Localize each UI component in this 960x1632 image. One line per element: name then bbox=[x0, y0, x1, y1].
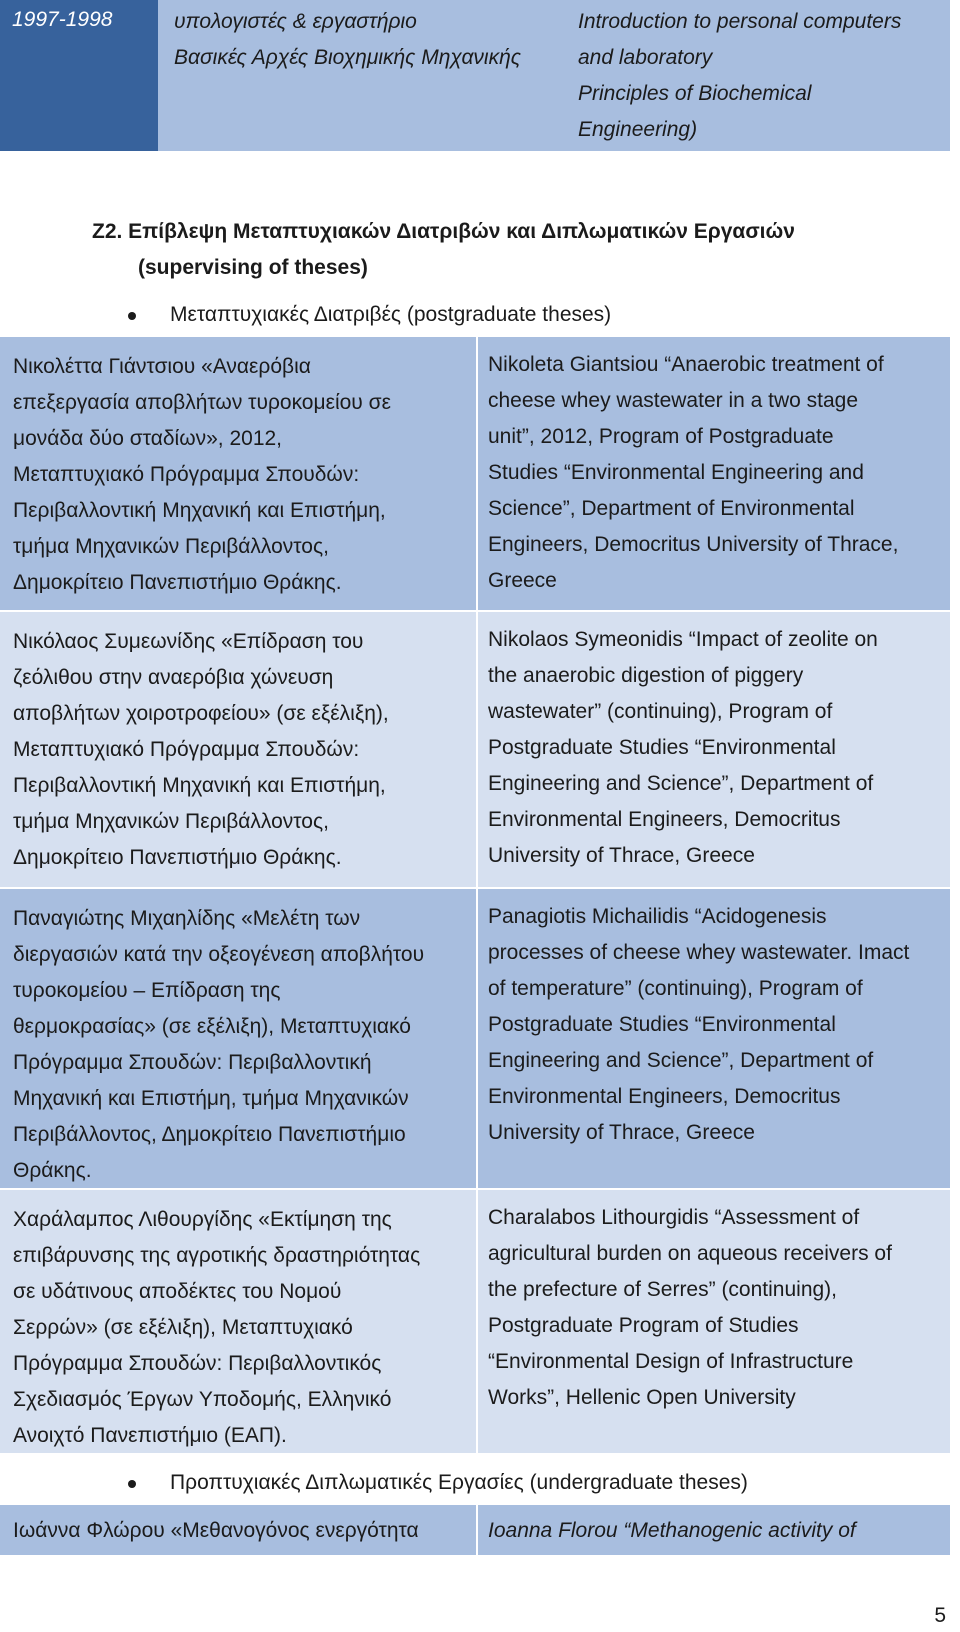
thesis-greek-cell bbox=[0, 337, 476, 610]
thesis-greek-line: θερμοκρασίας» (σε εξέλιξη), Μεταπτυχιακό bbox=[13, 1015, 411, 1038]
thesis-greek-line: Δημοκρίτειο Πανεπιστήμιο Θράκης. bbox=[13, 571, 342, 594]
section-title: Ζ2. Επίβλεψη Μεταπτυχιακών Διατριβών και Διπλωματικών Εργασιών bbox=[92, 220, 795, 243]
thesis-greek-line: διεργασιών κατά την οξεογένεση αποβλήτου bbox=[13, 943, 425, 966]
thesis-greek-line: Ανοιχτό Πανεπιστήμιο (ΕΑΠ). bbox=[13, 1424, 287, 1447]
thesis-greek-line: Μεταπτυχιακό Πρόγραμμα Σπουδών: bbox=[13, 738, 360, 761]
thesis-greek-line: σε υδάτινους αποδέκτες του Νομού bbox=[13, 1280, 342, 1303]
thesis-greek-line: ζεόλιθου στην αναερόβια χώνευση bbox=[13, 666, 334, 689]
thesis-greek-line: Παναγιώτης Μιχαηλίδης «Μελέτη των bbox=[13, 907, 361, 930]
thesis-row bbox=[0, 337, 950, 610]
thesis-english-line: University of Thrace, Greece bbox=[488, 1121, 755, 1144]
thesis-greek-line: αποβλήτων χοιροτροφείου» (σε εξέλιξη), bbox=[13, 702, 389, 725]
thesis-english-line: cheese whey wastewater in a two stage bbox=[488, 389, 859, 412]
thesis-english-line: Greece bbox=[488, 569, 557, 592]
course-greek-cell bbox=[158, 0, 566, 151]
thesis-greek-line: Πρόγραμμα Σπουδών: Περιβαλλοντική bbox=[13, 1051, 372, 1074]
course-english-line: Introduction to personal computers bbox=[578, 10, 902, 33]
thesis-greek-line: Ιωάννα Φλώρου «Μεθανογόνος ενεργότητα bbox=[13, 1519, 419, 1542]
thesis-row bbox=[0, 1505, 950, 1555]
course-year: 1997-1998 bbox=[0, 0, 158, 151]
thesis-row bbox=[0, 889, 950, 1188]
thesis-english-line: Ioanna Florou “Methanogenic activity of bbox=[488, 1519, 856, 1542]
thesis-english-line: Engineering and Science”, Department of bbox=[488, 772, 874, 795]
course-english-line: and laboratory bbox=[578, 46, 713, 69]
thesis-english-line: Postgraduate Program of Studies bbox=[488, 1314, 799, 1337]
course-greek-line: υπολογιστές & εργαστήριο bbox=[174, 10, 417, 33]
thesis-greek-line: Νικολέττα Γιάντσιου «Αναερόβια bbox=[13, 355, 311, 378]
thesis-english-line: University of Thrace, Greece bbox=[488, 844, 755, 867]
thesis-english-cell bbox=[476, 889, 950, 1188]
thesis-english-cell bbox=[476, 1190, 950, 1453]
thesis-row bbox=[0, 1190, 950, 1453]
thesis-greek-line: Σχεδιασμός Έργων Υποδομής, Ελληνικό bbox=[13, 1388, 392, 1411]
thesis-english-line: the anaerobic digestion of piggery bbox=[488, 664, 804, 687]
thesis-english-cell bbox=[476, 337, 950, 610]
thesis-greek-cell bbox=[0, 612, 476, 887]
thesis-greek-line: Περιβαλλοντική Μηχανική και Επιστήμη, bbox=[13, 774, 386, 797]
thesis-greek-line: Νικόλαος Συμεωνίδης «Επίδραση του bbox=[13, 630, 364, 653]
course-english-line: Principles of Biochemical bbox=[578, 82, 812, 105]
thesis-greek-line: Περιβαλλοντική Μηχανική και Επιστήμη, bbox=[13, 499, 386, 522]
thesis-greek-line: Πρόγραμμα Σπουδών: Περιβαλλοντικός bbox=[13, 1352, 382, 1375]
thesis-greek-line: Σερρών» (σε εξέλιξη), Μεταπτυχιακό bbox=[13, 1316, 353, 1339]
bullet-icon bbox=[128, 312, 136, 320]
bullet-undergraduate-label: Προπτυχιακές Διπλωματικές Εργασίες (undergraduate theses) bbox=[170, 1471, 748, 1494]
thesis-greek-line: τυροκομείου – Επίδραση της bbox=[13, 979, 281, 1002]
thesis-english-line: agricultural burden on aqueous receivers of bbox=[488, 1242, 892, 1265]
thesis-greek-cell bbox=[0, 1190, 476, 1453]
bullet-postgraduate bbox=[128, 300, 611, 330]
thesis-english-line: processes of cheese whey wastewater. Imact bbox=[488, 941, 910, 964]
thesis-english-line: unit”, 2012, Program of Postgraduate bbox=[488, 425, 834, 448]
thesis-english-line: of temperature” (continuing), Program of bbox=[488, 977, 863, 1000]
thesis-english-line: Panagiotis Michailidis “Acidogenesis bbox=[488, 905, 827, 928]
course-table-row bbox=[0, 0, 950, 151]
thesis-greek-line: επεξεργασία αποβλήτων τυροκομείου σε bbox=[13, 391, 391, 414]
thesis-english-line: Nikolaos Symeonidis “Impact of zeolite on bbox=[488, 628, 878, 651]
thesis-greek-line: τμήμα Μηχανικών Περιβάλλοντος, bbox=[13, 810, 329, 833]
course-english-line: Engineering) bbox=[578, 118, 698, 141]
thesis-english-line: the prefecture of Serres” (continuing), bbox=[488, 1278, 838, 1301]
thesis-row bbox=[0, 612, 950, 887]
section-heading bbox=[92, 214, 795, 286]
thesis-english-line: Postgraduate Studies “Environmental bbox=[488, 736, 836, 759]
thesis-greek-line: Δημοκρίτειο Πανεπιστήμιο Θράκης. bbox=[13, 846, 342, 869]
thesis-english-cell bbox=[476, 612, 950, 887]
bullet-icon bbox=[128, 1480, 136, 1488]
thesis-english-line: Studies “Environmental Engineering and bbox=[488, 461, 864, 484]
thesis-english-line: “Environmental Design of Infrastructure bbox=[488, 1350, 854, 1373]
thesis-greek-cell bbox=[0, 889, 476, 1188]
thesis-english-line: Works”, Hellenic Open University bbox=[488, 1386, 796, 1409]
thesis-greek-line: Θράκης. bbox=[13, 1159, 92, 1182]
thesis-greek-cell bbox=[0, 1505, 476, 1555]
bullet-postgraduate-label: Μεταπτυχιακές Διατριβές (postgraduate theses) bbox=[170, 303, 612, 326]
thesis-english-line: Engineers, Democritus University of Thrace, bbox=[488, 533, 899, 556]
thesis-greek-line: Περιβάλλοντος, Δημοκρίτειο Πανεπιστήμιο bbox=[13, 1123, 406, 1146]
thesis-greek-line: τμήμα Μηχανικών Περιβάλλοντος, bbox=[13, 535, 329, 558]
thesis-english-cell bbox=[476, 1505, 950, 1555]
thesis-greek-line: επιβάρυνσης της αγροτικής δραστηριότητας bbox=[13, 1244, 421, 1267]
course-greek-line: Βασικές Αρχές Βιοχημικής Μηχανικής bbox=[174, 46, 521, 69]
course-english-cell bbox=[566, 0, 950, 151]
thesis-greek-line: Μεταπτυχιακό Πρόγραμμα Σπουδών: bbox=[13, 463, 360, 486]
thesis-english-line: wastewater” (continuing), Program of bbox=[488, 700, 833, 723]
thesis-greek-line: μονάδα δύο σταδίων», 2012, bbox=[13, 427, 283, 450]
thesis-english-line: Postgraduate Studies “Environmental bbox=[488, 1013, 836, 1036]
thesis-greek-line: Χαράλαμπος Λιθουργίδης «Εκτίμηση της bbox=[13, 1208, 392, 1231]
section-subtitle: (supervising of theses) bbox=[138, 256, 368, 279]
thesis-english-line: Environmental Engineers, Democritus bbox=[488, 808, 841, 831]
thesis-english-line: Environmental Engineers, Democritus bbox=[488, 1085, 841, 1108]
page-number: 5 bbox=[934, 1604, 946, 1627]
thesis-english-line: Science”, Department of Environmental bbox=[488, 497, 855, 520]
thesis-english-line: Engineering and Science”, Department of bbox=[488, 1049, 874, 1072]
bullet-undergraduate bbox=[128, 1468, 748, 1498]
thesis-english-line: Nikoleta Giantsiou “Anaerobic treatment of bbox=[488, 353, 884, 376]
thesis-english-line: Charalabos Lithourgidis “Assessment of bbox=[488, 1206, 860, 1229]
thesis-greek-line: Μηχανική και Επιστήμη, τμήμα Μηχανικών bbox=[13, 1087, 409, 1110]
